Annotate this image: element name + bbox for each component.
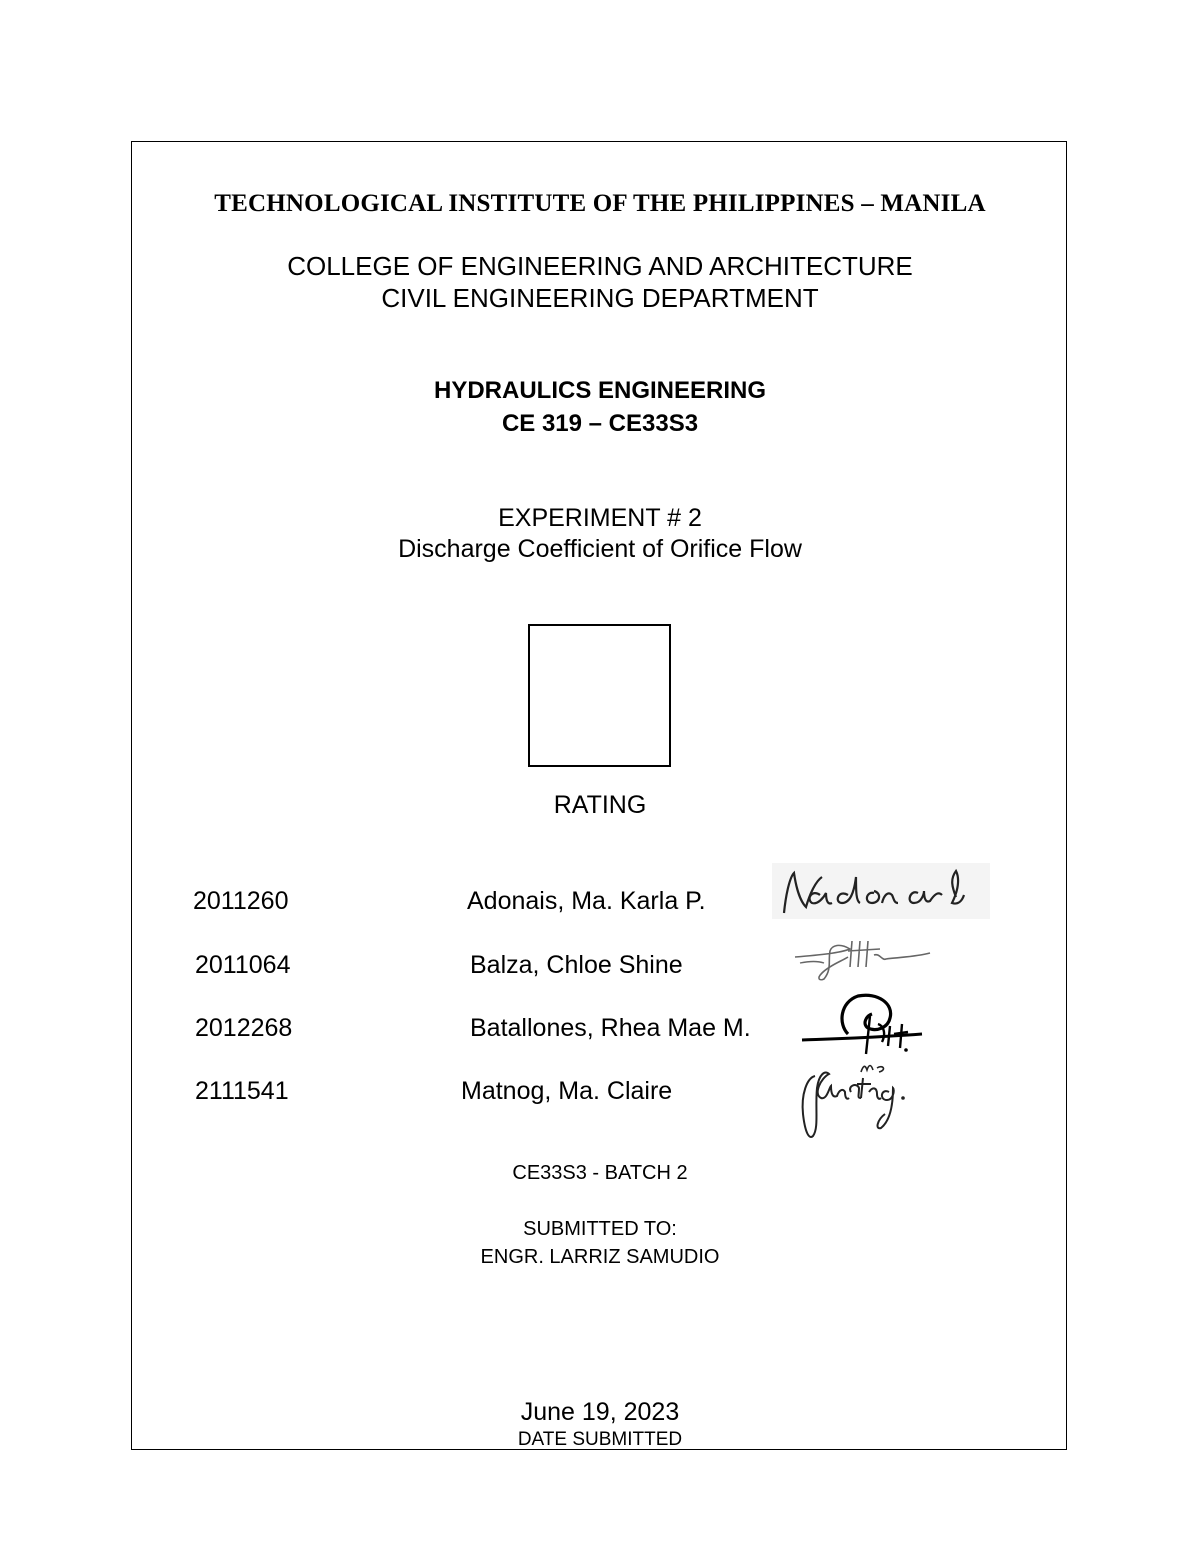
member-name: Batallones, Rhea Mae M. bbox=[470, 1014, 751, 1042]
signature-image bbox=[795, 1058, 915, 1148]
member-id: 2011064 bbox=[195, 951, 291, 979]
course-code: CE 319 – CE33S3 bbox=[501, 410, 699, 437]
institute-name: TECHNOLOGICAL INSTITUTE OF THE PHILIPPINES – MANILA bbox=[214, 190, 986, 217]
experiment-number: EXPERIMENT # 2 bbox=[498, 504, 702, 532]
member-id: 2111541 bbox=[195, 1077, 289, 1105]
member-name: Balza, Chloe Shine bbox=[470, 951, 683, 979]
course-block bbox=[0, 374, 1200, 440]
signature-adonais bbox=[772, 863, 990, 919]
signature-batallones bbox=[798, 990, 928, 1060]
signature-matnog bbox=[795, 1058, 915, 1143]
member-name: Matnog, Ma. Claire bbox=[461, 1077, 673, 1105]
member-name: Adonais, Ma. Karla P. bbox=[467, 887, 706, 915]
college-department-block bbox=[0, 250, 1200, 314]
rating-box bbox=[528, 624, 671, 767]
experiment-block bbox=[0, 503, 1200, 565]
signature-balza bbox=[790, 935, 935, 985]
department-name: CIVIL ENGINEERING DEPARTMENT bbox=[381, 283, 819, 313]
signature-image bbox=[798, 990, 928, 1065]
course-title: HYDRAULICS ENGINEERING bbox=[433, 377, 767, 404]
experiment-title: Discharge Coefficient of Orifice Flow bbox=[398, 535, 802, 563]
member-id: 2012268 bbox=[195, 1014, 293, 1042]
submitted-to-label: SUBMITTED TO: bbox=[523, 1218, 677, 1240]
rating-label: RATING bbox=[553, 791, 647, 819]
signature-image bbox=[772, 863, 990, 919]
date-submitted-label: DATE SUBMITTED bbox=[517, 1429, 683, 1450]
signature-image bbox=[790, 935, 935, 990]
batch-label: CE33S3 - BATCH 2 bbox=[512, 1162, 688, 1184]
college-name: COLLEGE OF ENGINEERING AND ARCHITECTURE bbox=[287, 251, 913, 281]
submitted-to-name: ENGR. LARRIZ SAMUDIO bbox=[480, 1246, 720, 1268]
submitted-to-block bbox=[0, 1215, 1200, 1271]
date-submitted-value: June 19, 2023 bbox=[520, 1398, 680, 1426]
member-id: 2011260 bbox=[193, 887, 289, 915]
